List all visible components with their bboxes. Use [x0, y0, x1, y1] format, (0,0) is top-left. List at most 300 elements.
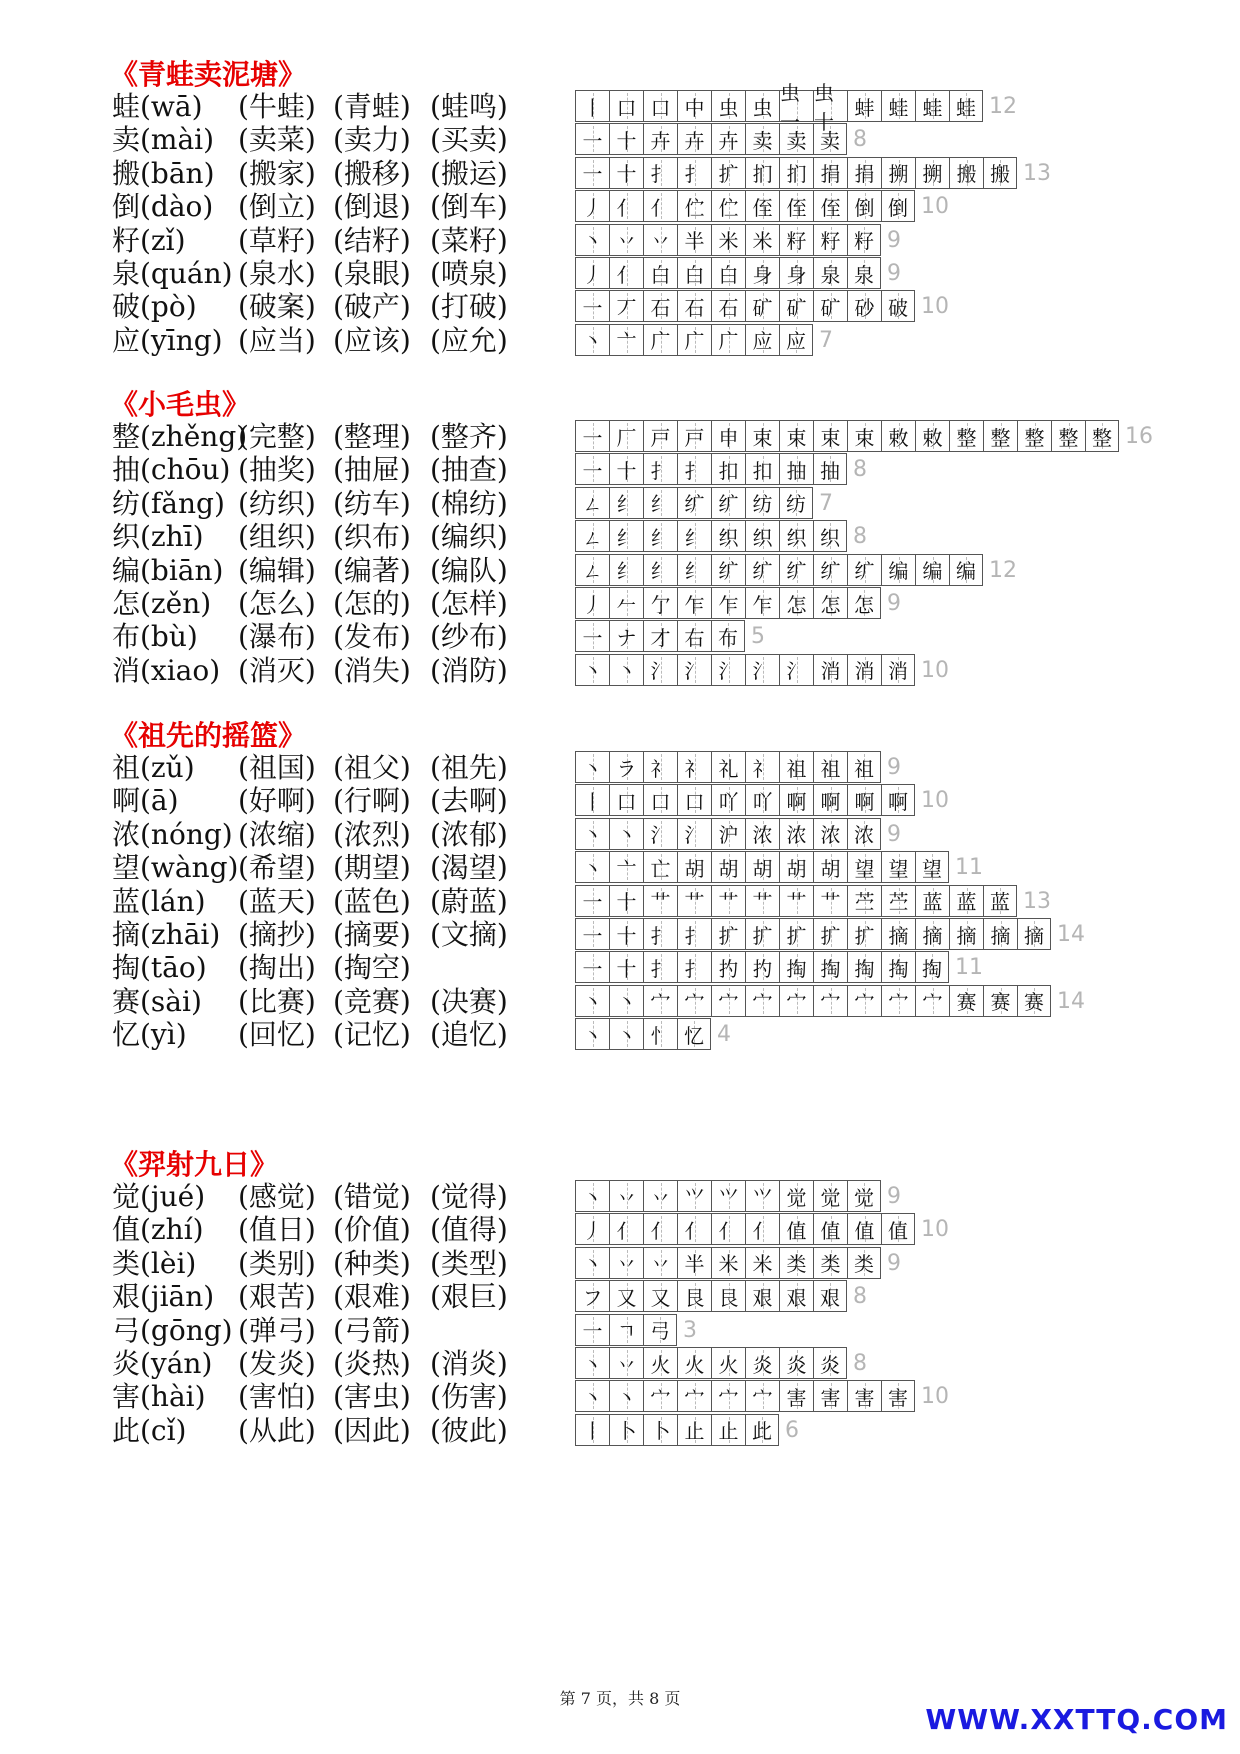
stroke-glyph: ㄥ — [582, 492, 603, 517]
vocab-word: (浓郁) — [430, 817, 508, 851]
vocab-row — [0, 1412, 1240, 1449]
stroke-glyph: 蛙 — [922, 95, 943, 120]
vocab-word: (草籽) — [238, 223, 316, 257]
stroke-order-grid — [575, 157, 1017, 189]
vocab-row — [0, 288, 1240, 325]
stroke-glyph: 敕 — [888, 425, 909, 450]
headword-with-pinyin: 倒(dào) — [112, 190, 214, 224]
stroke-glyph: 亻 — [752, 1218, 773, 1243]
stroke-glyph: 应 — [752, 329, 773, 354]
stroke-cell — [711, 587, 745, 619]
stroke-cell — [609, 751, 643, 783]
stroke-cell — [711, 620, 745, 652]
vocab-word: (祖国) — [238, 751, 316, 784]
stroke-cell — [745, 420, 779, 452]
stroke-cell — [643, 918, 677, 950]
stroke-glyph: 丶 — [582, 1385, 603, 1410]
vocab-word: (抽查) — [430, 453, 508, 487]
stroke-glyph: 害 — [888, 1385, 908, 1410]
stroke-glyph: 十 — [616, 458, 637, 483]
stroke-glyph: 丨 — [582, 1419, 603, 1444]
stroke-cell — [575, 1414, 609, 1446]
stroke-cell — [575, 90, 609, 122]
stroke-glyph: 丷 — [616, 1252, 637, 1277]
stroke-cell — [677, 257, 711, 289]
stroke-cell — [745, 587, 779, 619]
stroke-glyph: 礻 — [684, 756, 705, 781]
vocab-row — [0, 1245, 1240, 1282]
stroke-cell — [711, 1347, 745, 1379]
vocab-word: (怎么) — [238, 587, 316, 620]
stroke-cell — [609, 1018, 643, 1050]
stroke-glyph: 扣 — [752, 458, 773, 483]
stroke-glyph: 火 — [684, 1352, 705, 1377]
stroke-cell — [813, 784, 847, 816]
stroke-glyph: 织 — [718, 525, 739, 550]
stroke-cell — [711, 453, 745, 485]
stroke-order-grid — [575, 1018, 711, 1050]
headword-with-pinyin: 啊(ā) — [112, 784, 179, 818]
vocab-row — [0, 782, 1240, 819]
stroke-cell — [847, 885, 881, 917]
stroke-glyph: ㄥ — [582, 525, 603, 550]
stroke-cell — [609, 90, 643, 122]
stroke-count: 10 — [921, 788, 949, 814]
stroke-cell — [575, 554, 609, 586]
stroke-cell — [575, 985, 609, 1017]
stroke-glyph: 籽 — [786, 229, 807, 254]
stroke-cell — [915, 90, 949, 122]
stroke-glyph: 身 — [752, 262, 773, 287]
stroke-glyph: 扩 — [854, 923, 875, 948]
stroke-glyph: 口 — [650, 789, 671, 814]
stroke-glyph: 望 — [888, 856, 909, 881]
stroke-cell — [847, 554, 881, 586]
stroke-glyph: 蓝 — [922, 890, 943, 915]
stroke-glyph: 艰 — [786, 1285, 807, 1310]
stroke-glyph: 编 — [922, 559, 943, 584]
vocab-word: (应当) — [238, 323, 316, 357]
stroke-cell — [983, 885, 1017, 917]
stroke-cell — [813, 587, 847, 619]
stroke-glyph: 整 — [956, 425, 977, 450]
stroke-cell — [677, 190, 711, 222]
stroke-cell — [745, 123, 779, 155]
stroke-glyph: 一 — [582, 128, 603, 153]
stroke-cell — [779, 751, 813, 783]
vocab-word: (倒立) — [238, 190, 316, 224]
vocab-word: (买卖) — [430, 123, 508, 157]
stroke-cell — [711, 851, 745, 883]
stroke-glyph: 卉 — [684, 128, 705, 153]
stroke-order-grid — [575, 885, 1017, 917]
stroke-glyph: 礼 — [718, 756, 739, 781]
stroke-glyph: 亻 — [616, 262, 637, 287]
stroke-order-grid — [575, 190, 915, 222]
stroke-cell — [575, 654, 609, 686]
stroke-cell — [575, 224, 609, 256]
stroke-glyph: 丿 — [582, 262, 603, 287]
stroke-glyph: 一 — [582, 890, 603, 915]
stroke-cell — [677, 620, 711, 652]
stroke-glyph: 丷 — [650, 1252, 671, 1277]
stroke-order-grid — [575, 1414, 779, 1446]
stroke-cell — [949, 157, 983, 189]
stroke-glyph: ⺍ — [718, 1185, 739, 1210]
vocab-word: (应该) — [333, 323, 411, 357]
vocab-row — [0, 1211, 1240, 1248]
stroke-glyph: 此 — [752, 1419, 772, 1444]
headword-with-pinyin: 消(xiao) — [112, 653, 221, 687]
stroke-cell — [847, 190, 881, 222]
stroke-glyph: 十 — [616, 890, 637, 915]
stroke-cell — [745, 918, 779, 950]
vocab-word: (蓝色) — [333, 884, 411, 918]
stroke-glyph: 纩 — [684, 492, 705, 517]
stroke-cell — [575, 620, 609, 652]
stroke-glyph: 蛙 — [888, 95, 909, 120]
stroke-glyph: 丶 — [616, 990, 637, 1015]
stroke-glyph: 摘 — [956, 923, 977, 948]
vocab-word: (期望) — [333, 851, 411, 885]
stroke-glyph: 宀 — [752, 990, 773, 1015]
stroke-cell — [881, 554, 915, 586]
stroke-cell — [915, 885, 949, 917]
headword-with-pinyin: 此(cǐ) — [112, 1413, 187, 1447]
stroke-glyph: 搬 — [956, 162, 977, 187]
stroke-cell — [711, 654, 745, 686]
stroke-count: 8 — [853, 524, 867, 550]
stroke-cell — [847, 1213, 881, 1245]
stroke-cell — [745, 851, 779, 883]
stroke-cell — [711, 1180, 745, 1212]
stroke-glyph: 宀 — [786, 990, 807, 1015]
vocab-word: (纺车) — [333, 486, 411, 520]
vocab-word: (菜籽) — [430, 223, 508, 257]
stroke-cell — [677, 587, 711, 619]
stroke-glyph: 白 — [718, 262, 739, 287]
headword-with-pinyin: 艰(jiān) — [112, 1280, 215, 1314]
stroke-cell — [813, 554, 847, 586]
stroke-count: 12 — [989, 557, 1017, 583]
stroke-cell — [745, 1180, 779, 1212]
stroke-cell — [745, 985, 779, 1017]
stroke-glyph: 丷 — [650, 1185, 671, 1210]
stroke-count: 11 — [955, 855, 983, 881]
vocab-word: (值得) — [430, 1213, 508, 1247]
stroke-cell — [711, 190, 745, 222]
stroke-cell — [1017, 420, 1051, 452]
stroke-cell — [813, 157, 847, 189]
stroke-glyph: 石 — [650, 295, 671, 320]
stroke-cell — [881, 918, 915, 950]
stroke-cell — [949, 985, 983, 1017]
stroke-glyph: 宀 — [684, 990, 705, 1015]
vocab-word: (纺织) — [238, 486, 316, 520]
stroke-cell — [643, 1380, 677, 1412]
vocab-row — [0, 155, 1240, 192]
stroke-glyph: 米 — [718, 1252, 739, 1277]
stroke-cell — [711, 90, 745, 122]
stroke-cell — [677, 453, 711, 485]
stroke-order-grid — [575, 1280, 847, 1312]
vocab-word: (应允) — [430, 323, 508, 357]
stroke-cell — [779, 951, 813, 983]
stroke-count: 7 — [819, 327, 833, 353]
stroke-cell — [575, 520, 609, 552]
stroke-glyph: 亠 — [616, 329, 637, 354]
headword-with-pinyin: 浓(nóng) — [112, 817, 233, 851]
vocab-row — [0, 1016, 1240, 1053]
stroke-glyph: 亻 — [616, 1218, 637, 1243]
stroke-cell — [745, 157, 779, 189]
stroke-glyph: 扪 — [786, 162, 807, 187]
stroke-cell — [711, 951, 745, 983]
stroke-glyph: 亻 — [616, 195, 637, 220]
vocab-word: (纱布) — [430, 620, 508, 654]
stroke-glyph: 丿 — [582, 195, 603, 220]
stroke-glyph: 炎 — [752, 1352, 773, 1377]
stroke-count: 10 — [921, 1384, 949, 1410]
stroke-cell — [677, 290, 711, 322]
stroke-cell — [745, 885, 779, 917]
stroke-count: 13 — [1023, 888, 1051, 914]
vocab-row — [0, 1378, 1240, 1415]
stroke-cell — [881, 654, 915, 686]
stroke-glyph: 织 — [752, 525, 773, 550]
stroke-cell — [847, 90, 881, 122]
stroke-glyph: 浓 — [820, 823, 841, 848]
vocab-word: (蔚蓝) — [430, 884, 508, 918]
stroke-cell — [813, 885, 847, 917]
headword-with-pinyin: 抽(chōu) — [112, 453, 231, 487]
stroke-cell — [779, 487, 813, 519]
vocab-row — [0, 485, 1240, 522]
stroke-cell — [813, 751, 847, 783]
stroke-glyph: 蛙 — [956, 95, 976, 120]
vocab-row — [0, 518, 1240, 555]
stroke-glyph: 掏 — [888, 956, 909, 981]
stroke-order-grid — [575, 487, 813, 519]
stroke-cell — [609, 1380, 643, 1412]
stroke-glyph: 艹 — [820, 890, 841, 915]
stroke-cell — [575, 1280, 609, 1312]
stroke-glyph: 口 — [616, 789, 637, 814]
stroke-order-grid — [575, 257, 881, 289]
vocab-word: (牛蛙) — [238, 90, 316, 123]
stroke-cell — [609, 224, 643, 256]
vocab-word: (摘抄) — [238, 918, 316, 951]
stroke-cell — [643, 290, 677, 322]
vocab-word: (伤害) — [430, 1380, 508, 1414]
stroke-cell — [711, 290, 745, 322]
stroke-glyph: 捐 — [820, 162, 841, 187]
vocab-word: (类别) — [238, 1246, 316, 1280]
stroke-cell — [813, 918, 847, 950]
headword-with-pinyin: 炎(yán) — [112, 1347, 213, 1380]
stroke-glyph: 卉 — [650, 128, 671, 153]
stroke-cell — [745, 1213, 779, 1245]
vocab-word: (搬家) — [238, 156, 316, 190]
stroke-glyph: 扩 — [718, 923, 739, 948]
section-title: 《羿射九日》 — [110, 1148, 279, 1181]
headword-with-pinyin: 值(zhí) — [112, 1213, 204, 1247]
stroke-glyph: 扌 — [650, 162, 671, 187]
vocab-word: (消炎) — [430, 1347, 508, 1380]
stroke-glyph: 觉 — [820, 1185, 841, 1210]
stroke-cell — [915, 918, 949, 950]
stroke-cell — [779, 324, 813, 356]
headword-with-pinyin: 织(zhī) — [112, 520, 204, 554]
vocab-row — [0, 949, 1240, 986]
stroke-glyph: 织 — [820, 525, 840, 550]
stroke-glyph: 侄 — [752, 195, 773, 220]
stroke-cell — [609, 885, 643, 917]
stroke-cell — [575, 784, 609, 816]
stroke-glyph: 戸 — [650, 425, 671, 450]
stroke-cell — [575, 290, 609, 322]
stroke-cell — [609, 554, 643, 586]
stroke-glyph: 火 — [718, 1352, 739, 1377]
stroke-order-grid — [575, 554, 983, 586]
vocab-word: (去啊) — [430, 784, 508, 818]
vocab-row — [0, 1178, 1240, 1215]
stroke-glyph: 丶 — [582, 329, 603, 354]
stroke-cell — [779, 985, 813, 1017]
stroke-cell — [779, 654, 813, 686]
stroke-cell — [779, 453, 813, 485]
stroke-glyph: 亻 — [650, 195, 671, 220]
headword-with-pinyin: 怎(zěn) — [112, 587, 212, 620]
stroke-glyph: 炎 — [786, 1352, 807, 1377]
stroke-cell — [711, 554, 745, 586]
headword-with-pinyin: 整(zhěng) — [112, 420, 248, 453]
stroke-cell — [881, 885, 915, 917]
stroke-glyph: 礻 — [650, 756, 671, 781]
stroke-order-grid — [575, 1380, 915, 1412]
stroke-glyph: 宀 — [684, 1385, 705, 1410]
stroke-glyph: 扌 — [684, 956, 705, 981]
stroke-glyph: 纟 — [616, 492, 637, 517]
stroke-cell — [881, 784, 915, 816]
vocab-word: (消防) — [430, 653, 508, 687]
stroke-cell — [711, 420, 745, 452]
stroke-glyph: 宀 — [752, 1385, 773, 1410]
vocab-word: (瀑布) — [238, 620, 316, 654]
stroke-glyph: 伫 — [684, 195, 705, 220]
stroke-glyph: 止 — [684, 1419, 705, 1444]
stroke-glyph: 十 — [616, 162, 637, 187]
stroke-glyph: 宀 — [922, 990, 943, 1015]
stroke-cell — [711, 1280, 745, 1312]
stroke-cell — [643, 420, 677, 452]
stroke-cell — [677, 487, 711, 519]
stroke-cell — [677, 1414, 711, 1446]
stroke-glyph: 蚌 — [854, 95, 875, 120]
stroke-cell — [745, 257, 779, 289]
stroke-cell — [779, 190, 813, 222]
vocab-word: (编著) — [333, 553, 411, 587]
stroke-glyph: 艹 — [752, 890, 773, 915]
vocab-word: (回忆) — [238, 1018, 316, 1052]
stroke-cell — [983, 420, 1017, 452]
vocab-word: (类型) — [430, 1246, 508, 1280]
stroke-cell — [677, 1213, 711, 1245]
stroke-cell — [643, 951, 677, 983]
stroke-cell — [609, 1280, 643, 1312]
stroke-cell — [813, 1280, 847, 1312]
stroke-glyph: 纩 — [854, 559, 875, 584]
stroke-glyph: 浓 — [786, 823, 807, 848]
stroke-cell — [813, 851, 847, 883]
stroke-cell — [677, 851, 711, 883]
stroke-glyph: 𠂉 — [616, 592, 637, 617]
stroke-cell — [813, 520, 847, 552]
headword-with-pinyin: 望(wàng) — [112, 851, 239, 885]
stroke-cell — [813, 420, 847, 452]
stroke-glyph: 礻 — [752, 756, 773, 781]
stroke-cell — [643, 1213, 677, 1245]
stroke-glyph: 侄 — [786, 195, 807, 220]
stroke-count: 9 — [887, 227, 901, 253]
stroke-cell — [609, 918, 643, 950]
stroke-glyph: 丶 — [582, 1252, 603, 1277]
stroke-cell — [609, 123, 643, 155]
stroke-glyph: 啊 — [854, 789, 875, 814]
stroke-glyph: 扩 — [752, 923, 773, 948]
stroke-glyph: 米 — [752, 1252, 773, 1277]
stroke-glyph: 蓝 — [956, 890, 977, 915]
stroke-order-grid — [575, 620, 745, 652]
headword-with-pinyin: 蛙(wā) — [112, 90, 203, 123]
stroke-cell — [609, 190, 643, 222]
stroke-glyph: 卖 — [786, 128, 807, 153]
stroke-cell — [745, 784, 779, 816]
stroke-cell — [813, 1380, 847, 1412]
stroke-order-grid — [575, 420, 1119, 452]
stroke-glyph: 摘 — [922, 923, 943, 948]
stroke-glyph: 丷 — [650, 229, 671, 254]
stroke-glyph: 半 — [684, 229, 705, 254]
vocab-word: (卖力) — [333, 123, 411, 157]
stroke-glyph: 丨 — [582, 95, 603, 120]
stroke-cell — [575, 157, 609, 189]
stroke-count: 9 — [887, 1184, 901, 1209]
stroke-cell — [643, 885, 677, 917]
vocab-word: (泉眼) — [333, 257, 411, 290]
stroke-glyph: 卜 — [616, 1419, 637, 1444]
vocab-word: (编辑) — [238, 553, 316, 587]
stroke-glyph: 束 — [752, 425, 773, 450]
vocab-word: (编队) — [430, 553, 508, 587]
stroke-glyph: 亡 — [650, 856, 671, 881]
stroke-glyph: 蓝 — [990, 890, 1010, 915]
stroke-order-grid — [575, 587, 881, 619]
headword-with-pinyin: 掏(tāo) — [112, 951, 207, 985]
vocab-word: (掏空) — [333, 951, 411, 985]
stroke-cell — [643, 1280, 677, 1312]
stroke-glyph: 丶 — [582, 856, 603, 881]
stroke-cell — [677, 951, 711, 983]
stroke-cell — [609, 784, 643, 816]
stroke-glyph: ⺍ — [752, 1185, 773, 1210]
stroke-glyph: 十 — [616, 923, 637, 948]
vocab-word: (因此) — [333, 1413, 411, 1447]
stroke-glyph: 一 — [582, 425, 603, 450]
stroke-glyph: 戸 — [684, 425, 705, 450]
stroke-cell — [983, 985, 1017, 1017]
stroke-glyph: 望 — [922, 856, 942, 881]
